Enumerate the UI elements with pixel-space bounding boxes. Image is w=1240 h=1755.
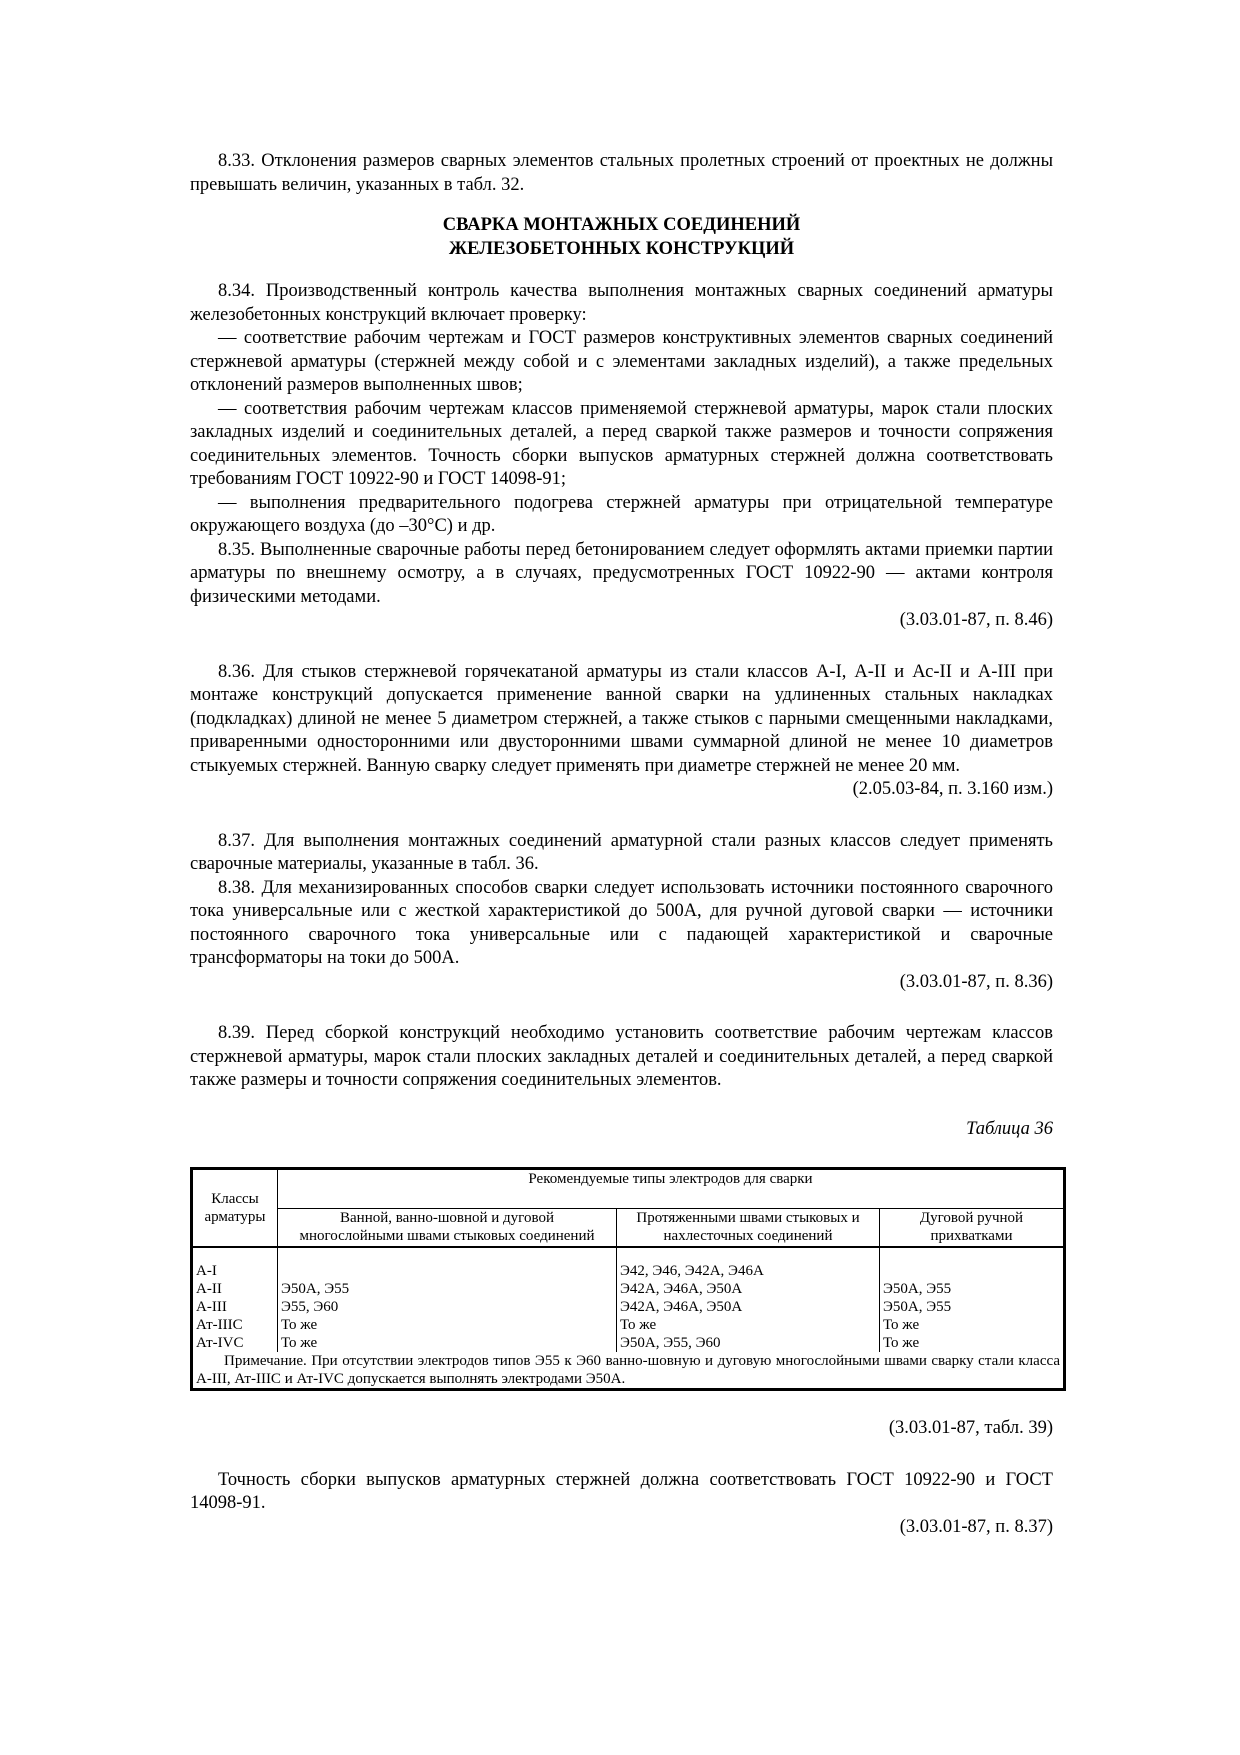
reference-1: (3.03.01-87, п. 8.46) (899, 610, 1053, 630)
cell-manual: То же (880, 1334, 1065, 1352)
reference-5: (3.03.01-87, п. 8.37) (899, 1516, 1053, 1537)
section-heading (190, 214, 1053, 261)
paragraph-8-39: 8.39. Перед сборкой конструкций необходимо установить соответствие рабочим чертежам классов стержневой арматуры, марок стали плоских закладных деталей и соединительных деталей, а перед сваркой также размеры и точности сопряжения соединительных элементов. (190, 1023, 1053, 1090)
cell-manual (880, 1262, 1065, 1280)
cell-extended: Э42А, Э46А, Э50А (617, 1298, 880, 1316)
cell-bath: Э50А, Э55 (278, 1280, 617, 1298)
header-group: Рекомендуемые типы электродов для сварки (278, 1169, 1065, 1209)
cell-bath (278, 1262, 617, 1280)
cell-class: А-II (196, 1281, 222, 1297)
table-row (192, 1298, 1065, 1316)
header-class: Классы арматуры (192, 1169, 278, 1248)
table-row (192, 1262, 1065, 1280)
table-row (192, 1280, 1065, 1298)
paragraph-8-34: 8.34. Производственный контроль качества выполнения монтажных сварных соединений арматуры железобетонных конструкций включает проверку: (190, 281, 1053, 325)
paragraph-8-34-item-2: — соответствия рабочим чертежам классов применяемой стержневой арматуры, марок стали плоских закладных изделий и соединительных деталей, а перед сваркой также размеров и точности сопряжения соединительных элементов. Точность сборки выпусков арматурных стержней должна соответствовать требованиям ГОСТ 10922-90 и ГОСТ 14098-91; (190, 398, 1053, 489)
paragraph-8-36: 8.36. Для стыков стержневой горячекатаной арматуры из стали классов А-I, А-II и Ас-II и А-III при монтаже конструкций допускается применение ванной сварки на удлиненных стальных накладках (подкладках) длиной не менее 5 диаметром стержней, а также стыков с парными смещенными накладками, приваренными односторонними или двусторонними швами суммарной длиной не менее 10 диаметров стыкуемых стержней. Ванную сварку следует применять при диаметре стержней не менее 20 мм. (190, 661, 1053, 776)
table-header-row-1 (192, 1169, 1065, 1209)
cell-manual: То же (880, 1316, 1065, 1334)
paragraph-8-38: 8.38. Для механизированных способов сварки следует использовать источники постоянного сварочного тока универсальные или с жесткой характеристикой до 500А, для ручной дуговой сварки — источники постоянного сварочного тока универсальные или с падающей характеристикой и сварочные трансформаторы на токи до 500А. (190, 877, 1053, 968)
heading-line-1: СВАРКА МОНТАЖНЫХ СОЕДИНЕНИЙ (442, 215, 801, 235)
table-spacer-row (192, 1247, 1065, 1262)
document-page (190, 150, 1060, 1539)
table-note-row (192, 1352, 1065, 1390)
cell-extended: То же (617, 1316, 880, 1334)
cell-bath: Э55, Э60 (278, 1298, 617, 1316)
cell-class: Ат-IVС (196, 1335, 244, 1351)
header-col-manual: Дуговой ручной прихватками (880, 1209, 1065, 1248)
cell-extended: Э50А, Э55, Э60 (617, 1334, 880, 1352)
cell-manual: Э50А, Э55 (880, 1280, 1065, 1298)
cell-manual: Э50А, Э55 (880, 1298, 1065, 1316)
cell-extended: Э42, Э46, Э42А, Э46А (617, 1262, 880, 1280)
cell-bath: То же (278, 1334, 617, 1352)
paragraph-8-37: 8.37. Для выполнения монтажных соединений арматурной стали разных классов следует применять сварочные материалы, указанные в табл. 36. (190, 830, 1053, 874)
table-row (192, 1334, 1065, 1352)
paragraph-8-34-item-3: — выполнения предварительного подогрева стержней арматуры при отрицательной температуре окружающего воздуха (до –30°С) и др. (190, 492, 1053, 536)
electrode-table (190, 1167, 1066, 1391)
reference-3: (3.03.01-87, п. 8.36) (899, 971, 1053, 992)
heading-line-2: ЖЕЛЕЗОБЕТОННЫХ КОНСТРУКЦИЙ (448, 238, 795, 259)
reference-2: (2.05.03-84, п. 3.160 изм.) (852, 779, 1053, 799)
paragraph-final: Точность сборки выпусков арматурных стержней должна соответствовать ГОСТ 10922-90 и ГОСТ 14098-91. (190, 1469, 1053, 1513)
table-caption: Таблица 36 (966, 1118, 1053, 1139)
header-col-bath: Ванной, ванно-шовной и дуговой многослойными швами стыковых соединений (278, 1209, 617, 1248)
cell-class: Ат-IIIС (196, 1317, 243, 1333)
paragraph-8-35: 8.35. Выполненные сварочные работы перед бетонированием следует оформлять актами приемки партии арматуры по внешнему осмотру, а в случаях, предусмотренных ГОСТ 10922-90 — актами контроля физическими методами. (190, 539, 1053, 607)
cell-extended: Э42А, Э46А, Э50А (617, 1280, 880, 1298)
table-note: Примечание. При отсутствии электродов типов Э55 к Э60 ванно-шовную и дуговую многослойными швами сварку стали класса А-III, Ат-IIIС и Ат-IVС допускается выполнять электродами Э50А. (196, 1353, 1060, 1387)
paragraph-8-33: 8.33. Отклонения размеров сварных элементов стальных пролетных строений от проектных не должны превышать величин, указанных в табл. 32. (190, 151, 1053, 195)
paragraph-8-34-item-1: — соответствие рабочим чертежам и ГОСТ размеров конструктивных элементов сварных соединений стержневой арматуры (стержней между собой и с элементами закладных изделий), а также предельных отклонений размеров выполненных швов; (190, 328, 1053, 395)
header-col-extended: Протяженными швами стыковых и нахлесточных соединений (617, 1209, 880, 1248)
cell-bath: То же (278, 1316, 617, 1334)
reference-4: (3.03.01-87, табл. 39) (888, 1418, 1053, 1438)
cell-class: А-I (196, 1263, 217, 1279)
table-row (192, 1316, 1065, 1334)
table-header-row-2 (192, 1209, 1065, 1248)
cell-class: А-III (196, 1299, 227, 1315)
